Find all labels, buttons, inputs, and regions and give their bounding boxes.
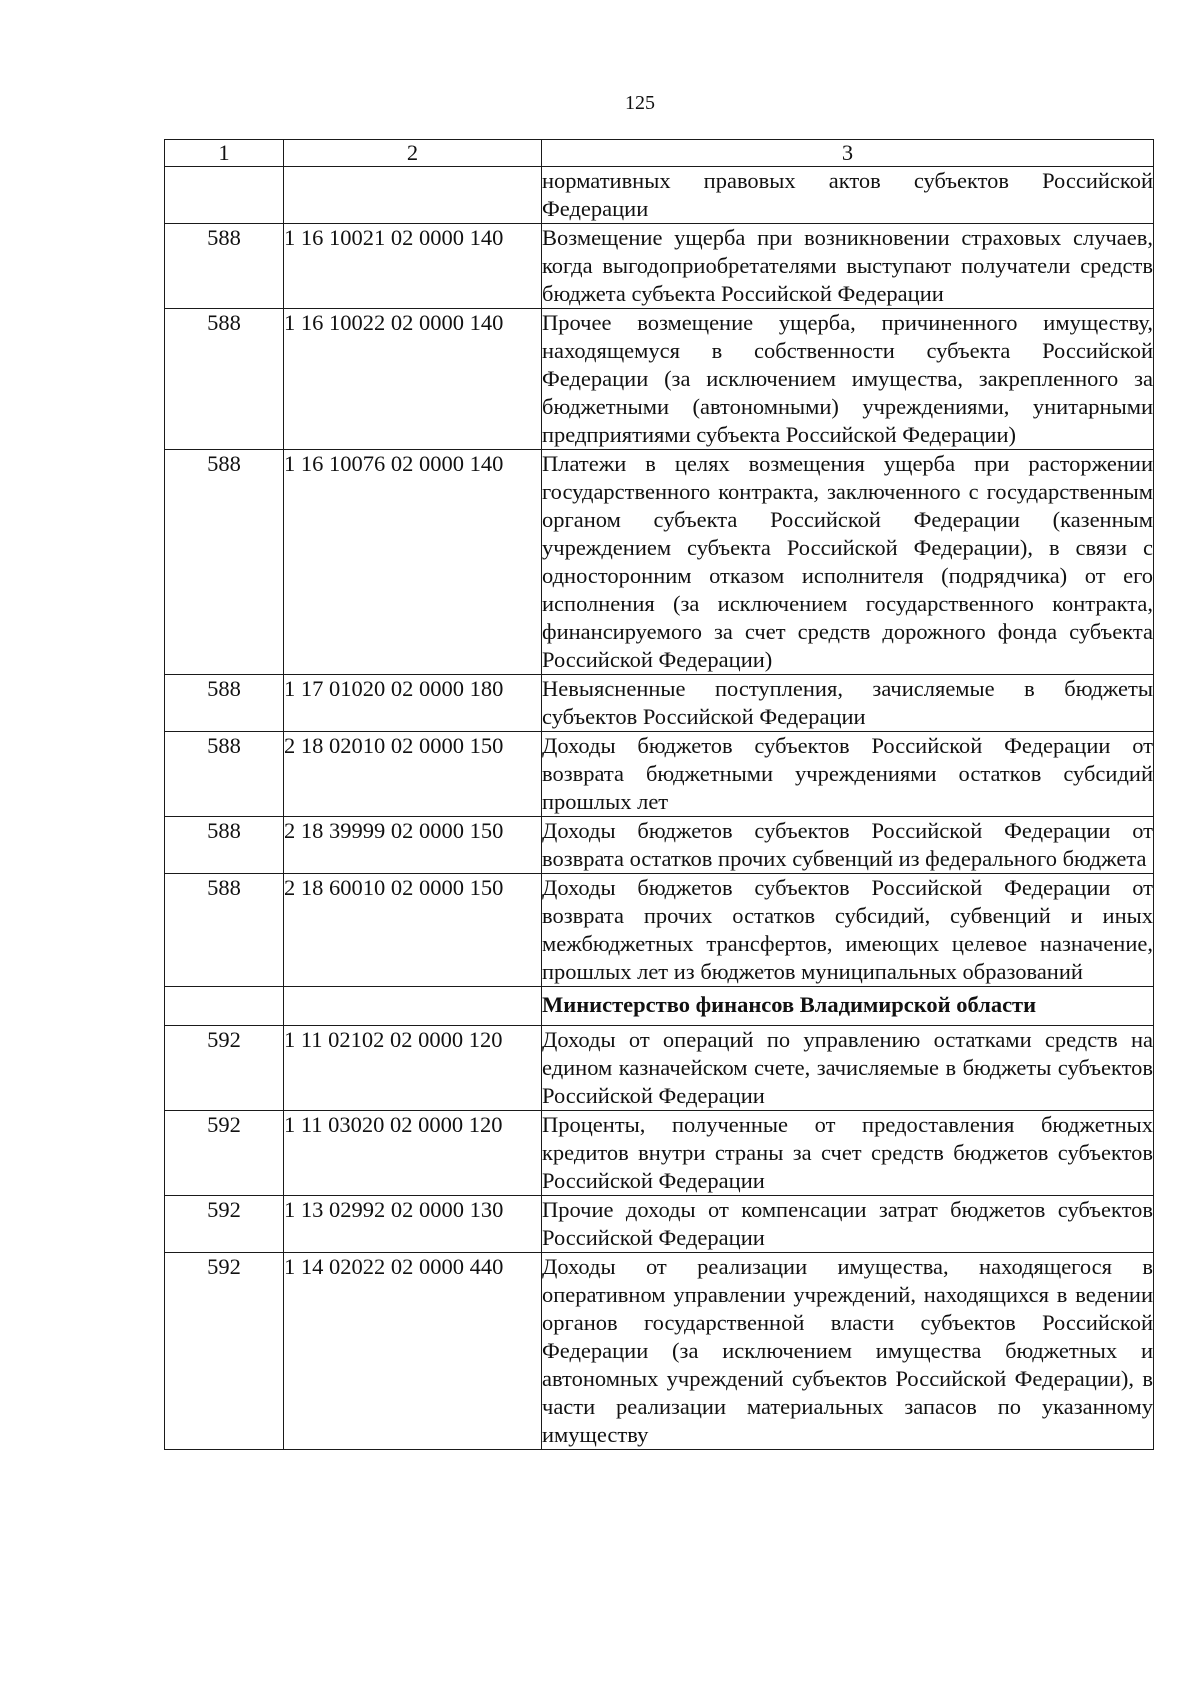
description-cell: Доходы бюджетов субъектов Российской Федерации от возврата прочих остатков субсидий, субвенций и иных межбюджетных трансфертов, имеющих целевое назначение, прошлых лет из бюджетов муниципальных образований: [542, 874, 1154, 987]
admin-code-cell: 592: [165, 1196, 284, 1253]
table-row: [165, 874, 1154, 987]
budget-code-cell: 1 16 10021 02 0000 140: [284, 224, 542, 309]
budget-code-cell: 1 16 10076 02 0000 140: [284, 450, 542, 675]
admin-code-cell: 588: [165, 817, 284, 874]
description-cell: Доходы от реализации имущества, находящегося в оперативном управлении учреждений, находящихся в ведении органов государственной власти субъектов Российской Федерации (за исключением имущества бюджетных и автономных учреждений субъектов Российской Федерации), в части реализации материальных запасов по указанному имуществу: [542, 1253, 1154, 1450]
table-row: [165, 450, 1154, 675]
admin-code-cell: 592: [165, 1111, 284, 1196]
admin-code-cell: 592: [165, 1026, 284, 1111]
admin-code-cell: 588: [165, 309, 284, 450]
description-cell: Невыясненные поступления, зачисляемые в бюджеты субъектов Российской Федерации: [542, 675, 1154, 732]
admin-code-cell: 592: [165, 1253, 284, 1450]
table-row: [165, 817, 1154, 874]
budget-code-cell: [284, 987, 542, 1026]
budget-code-cell: 1 16 10022 02 0000 140: [284, 309, 542, 450]
description-cell: Доходы бюджетов субъектов Российской Федерации от возврата остатков прочих субвенций из федерального бюджета: [542, 817, 1154, 874]
section-heading-row: [165, 987, 1154, 1026]
column-header-code: 2: [284, 140, 542, 167]
table-row: [165, 1111, 1154, 1196]
description-cell: Доходы от операций по управлению остатками средств на едином казначейском счете, зачисляемые в бюджеты субъектов Российской Федерации: [542, 1026, 1154, 1111]
budget-code-cell: 1 17 01020 02 0000 180: [284, 675, 542, 732]
table-row: [165, 675, 1154, 732]
budget-code-cell: 2 18 02010 02 0000 150: [284, 732, 542, 817]
table-header-row: [165, 140, 1154, 167]
table-row: [165, 1253, 1154, 1450]
admin-code-cell: 588: [165, 224, 284, 309]
description-cell: Проценты, полученные от предоставления бюджетных кредитов внутри страны за счет средств бюджетов субъектов Российской Федерации: [542, 1111, 1154, 1196]
revenue-classification-table: [164, 139, 1154, 1450]
column-header-admin: 1: [165, 140, 284, 167]
table-row: [165, 309, 1154, 450]
table-row: [165, 224, 1154, 309]
description-cell: Платежи в целях возмещения ущерба при расторжении государственного контракта, заключенного с государственным органом субъекта Российской Федерации (казенным учреждением субъекта Российской Федерации), в связи с односторонним отказом исполнителя (подрядчика) от его исполнения (за исключением государственного контракта, финансируемого за счет средств дорожного фонда субъекта Российской Федерации): [542, 450, 1154, 675]
description-cell: Прочие доходы от компенсации затрат бюджетов субъектов Российской Федерации: [542, 1196, 1154, 1253]
budget-code-cell: [284, 167, 542, 224]
description-cell: Доходы бюджетов субъектов Российской Федерации от возврата бюджетными учреждениями остатков субсидий прошлых лет: [542, 732, 1154, 817]
section-heading: Министерство финансов Владимирской области: [542, 987, 1154, 1026]
admin-code-cell: 588: [165, 732, 284, 817]
admin-code-cell: 588: [165, 874, 284, 987]
budget-code-cell: 1 14 02022 02 0000 440: [284, 1253, 542, 1450]
page-number: 125: [625, 92, 655, 114]
budget-code-cell: 1 13 02992 02 0000 130: [284, 1196, 542, 1253]
column-header-description: 3: [542, 140, 1154, 167]
budget-code-cell: 2 18 39999 02 0000 150: [284, 817, 542, 874]
description-cell: нормативных правовых актов субъектов Российской Федерации: [542, 167, 1154, 224]
budget-code-cell: 1 11 03020 02 0000 120: [284, 1111, 542, 1196]
admin-code-cell: 588: [165, 675, 284, 732]
budget-code-cell: 1 11 02102 02 0000 120: [284, 1026, 542, 1111]
table-row: [165, 732, 1154, 817]
admin-code-cell: 588: [165, 450, 284, 675]
table-row: [165, 1196, 1154, 1253]
admin-code-cell: [165, 987, 284, 1026]
budget-code-cell: 2 18 60010 02 0000 150: [284, 874, 542, 987]
description-cell: Прочее возмещение ущерба, причиненного имуществу, находящемуся в собственности субъекта Российской Федерации (за исключением имущества, закрепленного за бюджетными (автономными) учреждениями, унитарными предприятиями субъекта Российской Федерации): [542, 309, 1154, 450]
table-row: [165, 1026, 1154, 1111]
description-cell: Возмещение ущерба при возникновении страховых случаев, когда выгодоприобретателями выступают получатели средств бюджета субъекта Российской Федерации: [542, 224, 1154, 309]
table-row: [165, 167, 1154, 224]
admin-code-cell: [165, 167, 284, 224]
